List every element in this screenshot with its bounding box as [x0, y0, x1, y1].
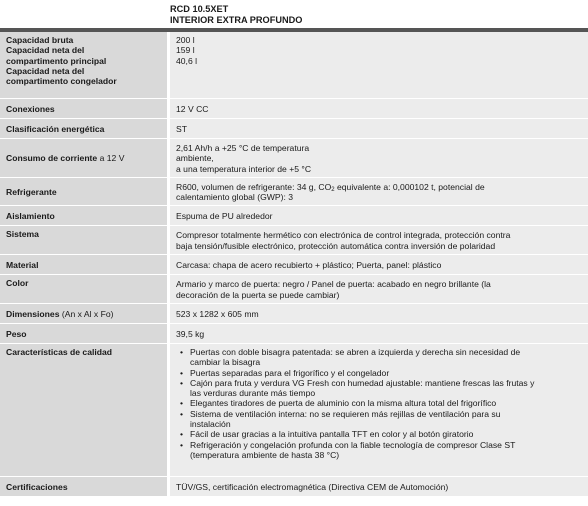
spec-value-line: 40,6 l [176, 55, 198, 66]
spec-value: 39,5 kg [170, 324, 588, 343]
list-item: • Puertas con doble bisagra patentada: se abren a izquierda y derecha sin necesidad de cambiar la bisagra [190, 347, 580, 368]
spec-value [170, 178, 588, 205]
list-item: • Sistema de ventilación interna: no se requieren más rejillas de ventilación para su instalación [190, 409, 580, 430]
spec-value-text: equivalente a: 0,000102 t, potencial de [334, 181, 485, 192]
spec-label-line: Capacidad bruta [6, 35, 74, 45]
spec-label: Características de calidad [0, 344, 167, 476]
spec-value-line: 2,61 Ah/h a +25 °C de temperatura [176, 143, 310, 154]
spec-label-line: compartimento congelador [6, 76, 117, 87]
spec-label: Material [0, 255, 167, 274]
spec-value-line: 200 l [176, 35, 195, 45]
spec-value: ST [170, 119, 588, 138]
spec-value [170, 226, 588, 254]
feature-list [176, 347, 580, 460]
spec-row-aislamiento [0, 206, 588, 226]
spec-row-conexiones [0, 99, 588, 119]
spec-label-line: Capacidad neta del [6, 45, 85, 56]
spec-value-line: a una temperatura interior de +5 °C [176, 163, 312, 174]
spec-label: Refrigerante [0, 178, 167, 205]
spec-label-text: Consumo de corriente [6, 153, 98, 164]
spec-label: Clasificación energética [0, 119, 167, 138]
spec-value [170, 139, 588, 177]
spec-value-line: Compresor totalmente hermético con electrónica de control integrada, protección contra [176, 230, 511, 241]
spec-label-line: Capacidad neta del [6, 65, 85, 76]
list-item: • Refrigeración y congelación profunda con la fiable tecnología de compresor Clase ST (temperatura ambiente de hasta 38 °C) [190, 440, 580, 461]
model-subtitle: INTERIOR EXTRA PROFUNDO [170, 14, 303, 25]
spec-value [170, 275, 588, 303]
spec-row-material [0, 255, 588, 275]
list-item: • Fácil de usar gracias a la intuitiva pantalla TFT en color y al botón giratorio [190, 429, 580, 439]
spec-label: Peso [0, 324, 167, 343]
spec-value-line: Armario y marco de puerta: negro / Panel de puerta: acabado en negro brillante (la [176, 279, 491, 290]
spec-label [0, 139, 167, 177]
spec-value-text: R600, volumen de refrigerante: 34 g, CO [176, 181, 332, 192]
spec-label-suffix: a 12 V [97, 153, 125, 164]
list-item: • Puertas separadas para el frigorífico y el congelador [190, 368, 580, 378]
spec-value-line: decoración de la puerta se puede cambiar) [176, 289, 340, 300]
spec-row-consumo [0, 139, 588, 178]
spec-label: Certificaciones [0, 477, 167, 496]
spec-row-sistema [0, 226, 588, 255]
spec-value: Espuma de PU alrededor [170, 206, 588, 225]
spec-value [170, 32, 588, 98]
table-header [0, 0, 588, 28]
spec-label-suffix: (An x Al x Fo) [59, 308, 114, 319]
spec-row-certificaciones [0, 477, 588, 496]
model-name: RCD 10.5XET [170, 4, 229, 14]
spec-value: 12 V CC [170, 99, 588, 118]
product-title [170, 4, 302, 25]
list-item: • Elegantes tiradores de puerta de aluminio con la misma altura total del frigorífico [190, 398, 580, 408]
spec-label: Aislamiento [0, 206, 167, 225]
spec-row-peso [0, 324, 588, 344]
spec-row-capacidad [0, 32, 588, 99]
list-item: • Cajón para fruta y verdura VG Fresh con humedad ajustable: mantiene frescas las frutas y las verduras durante más tiempo [190, 378, 580, 399]
spec-label [0, 32, 167, 98]
spec-label: Conexiones [0, 99, 167, 118]
spec-label-text: Dimensiones [6, 308, 60, 319]
spec-value: TÜV/GS, certificación electromagnética (Directiva CEM de Automoción) [170, 477, 588, 496]
spec-label [0, 304, 167, 323]
spec-label-line: compartimento principal [6, 55, 107, 66]
spec-value [170, 344, 588, 476]
spec-row-refrigerante [0, 178, 588, 206]
spec-label: Sistema [0, 226, 167, 254]
spec-value: 523 x 1282 x 605 mm [170, 304, 588, 323]
spec-row-dimensiones [0, 304, 588, 324]
subscript-text: 2 [331, 186, 335, 193]
spec-row-color [0, 275, 588, 304]
spec-row-caracteristicas [0, 344, 588, 477]
spec-table [0, 32, 588, 496]
spec-label: Color [0, 275, 167, 303]
spec-row-clasificacion [0, 119, 588, 139]
spec-value-line: calentamiento global (GWP): 3 [176, 192, 294, 202]
spec-value-line: ambiente, [176, 153, 214, 164]
spec-value: Carcasa: chapa de acero recubierto + plástico; Puerta, panel: plástico [170, 255, 588, 274]
spec-value-line: baja tensión/fusible electrónico, protección automática contra inversión de polaridad [176, 240, 496, 251]
spec-value-line: 159 l [176, 45, 195, 56]
